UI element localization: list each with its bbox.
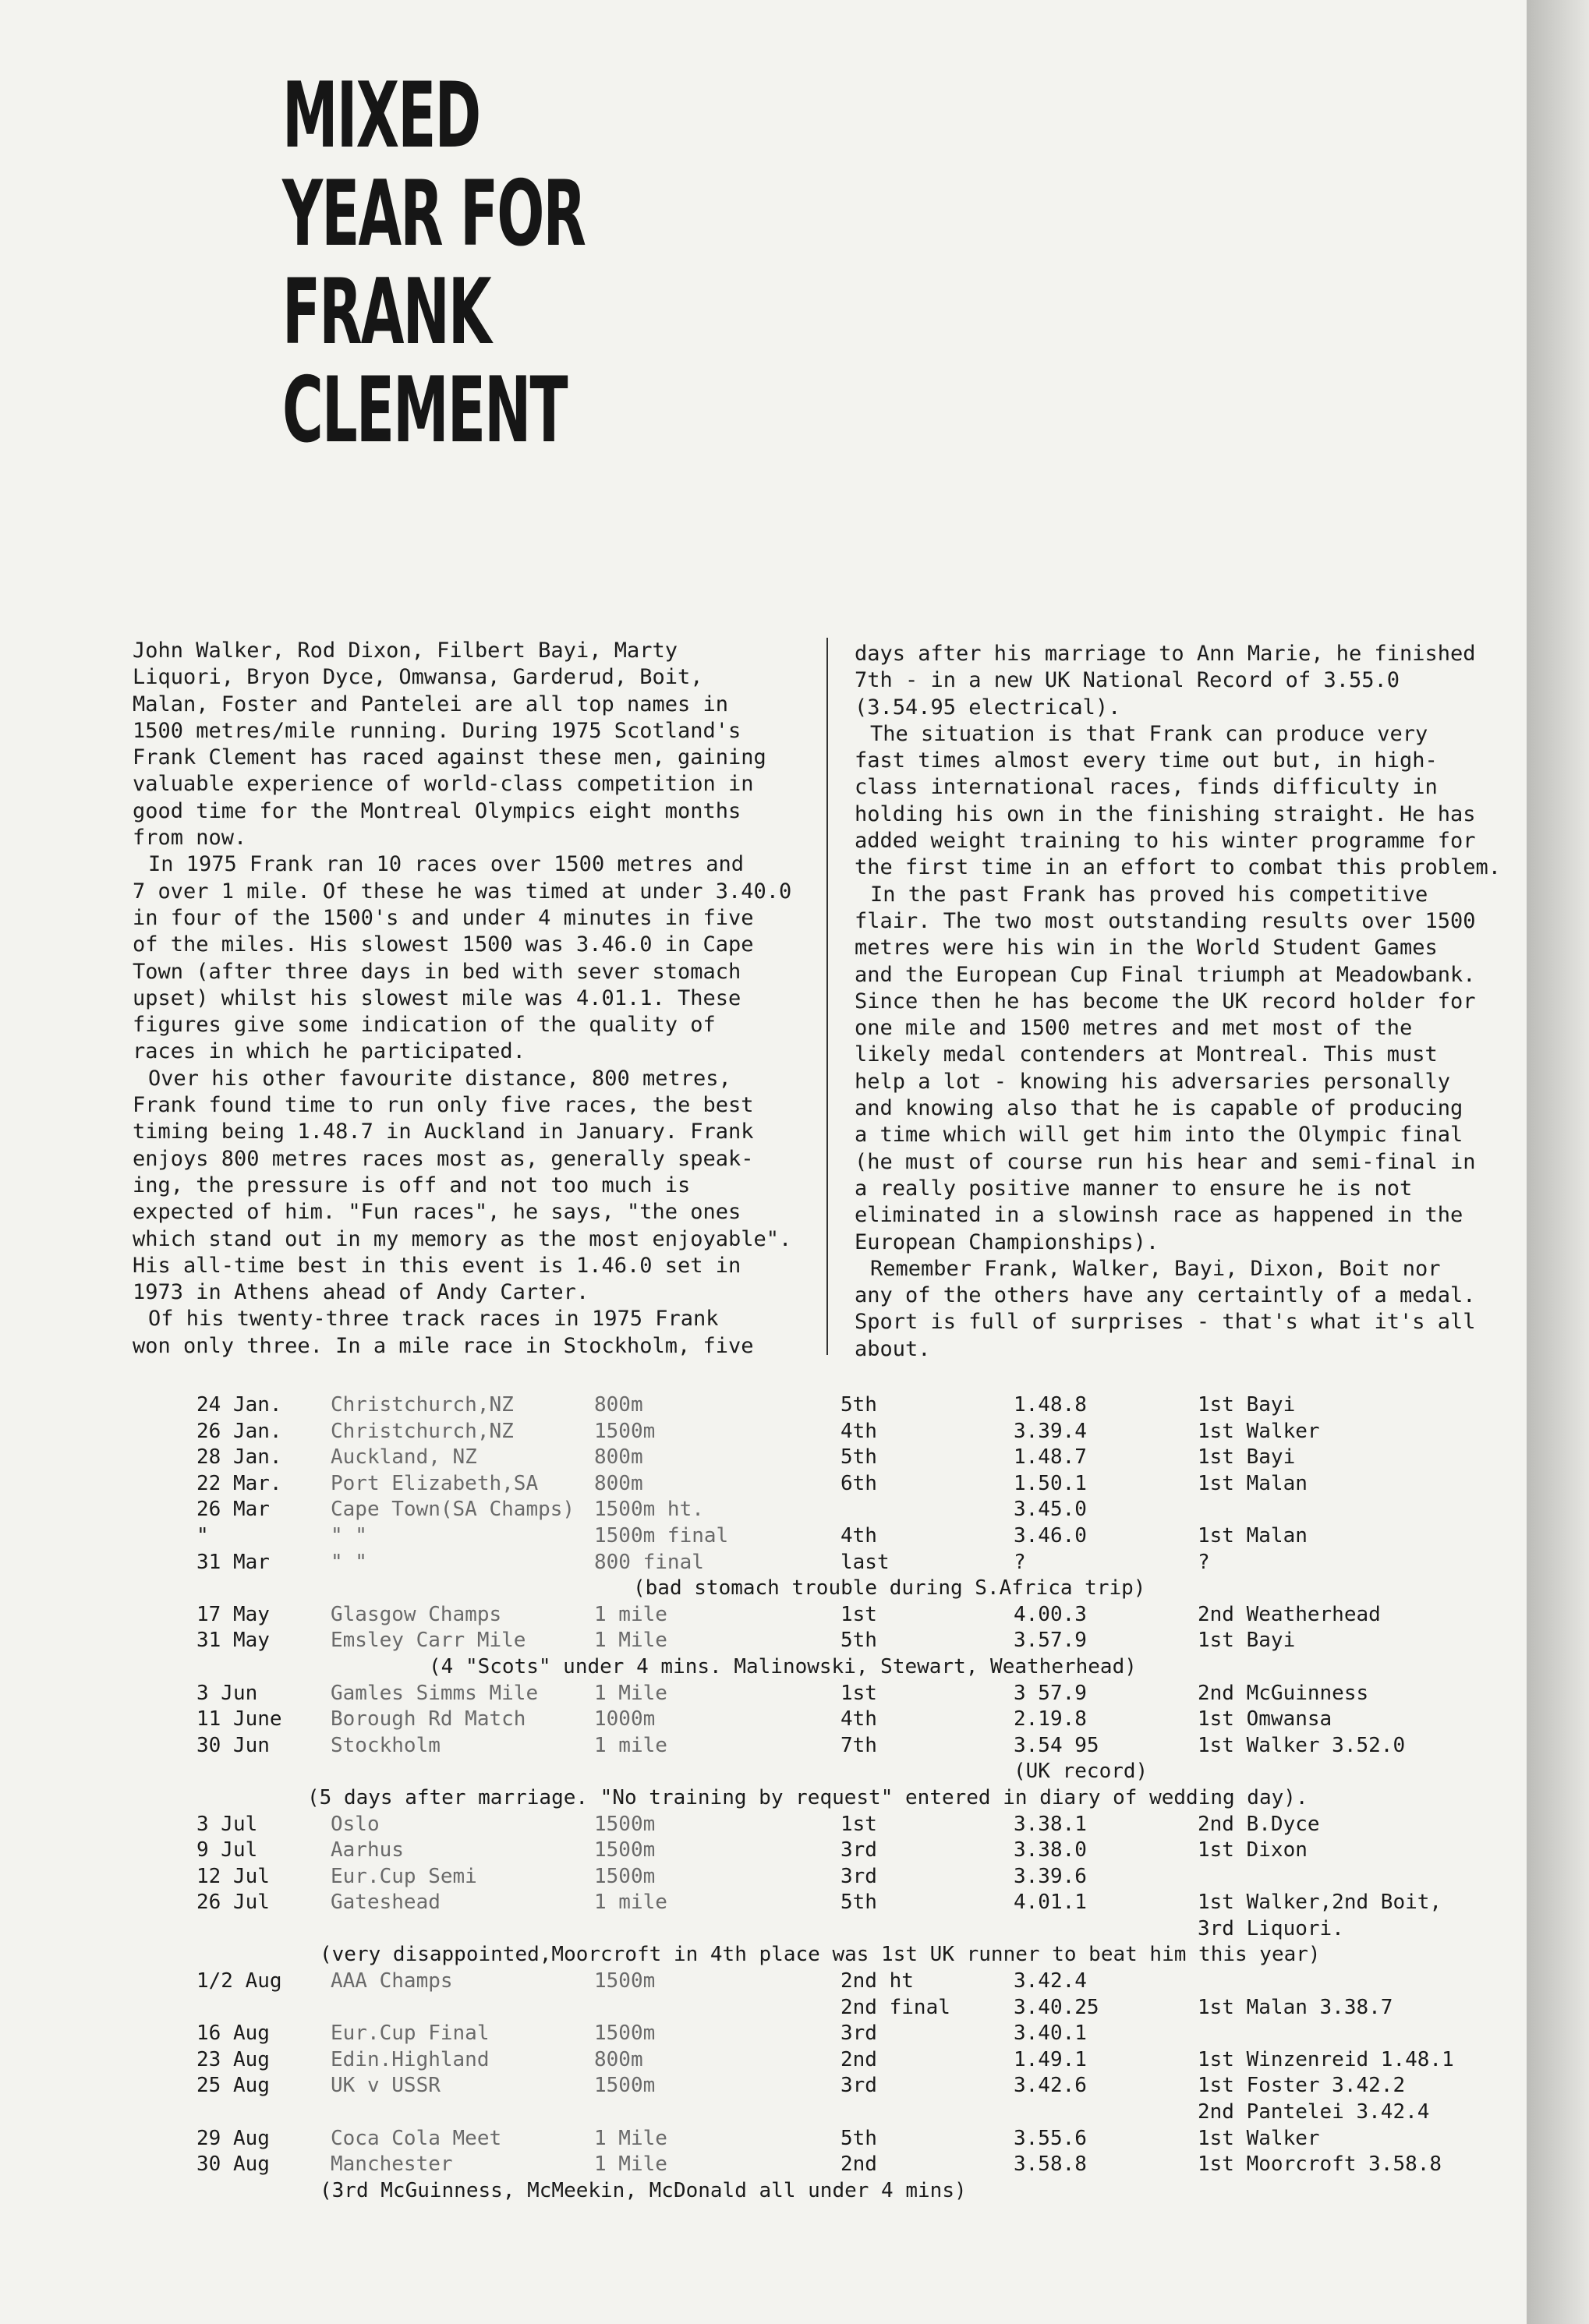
result-time: 4.01.1 [1014,1891,1087,1915]
result-winner: 1st Malan [1198,1523,1308,1548]
result-distance: 1 Mile [594,2152,667,2177]
results-note [0,1576,1527,1602]
table-row [0,1812,1527,1838]
table-row [0,1445,1527,1471]
article-paragraph: John Walker, Rod Dixon, Filbert Bayi, Marty Liquori, Bryon Dyce, Omwansa, Garderud, Boit, Malan, Foster and Pantelei are all top names in 1500 metres/mile running. During 1975 Scotland's Frank Clement has raced against these men, gaining valuable experience of world-class competition in good time for the Montreal Olympics eight months from now. [133,638,766,851]
note-text: 2nd Pantelei 3.42.4 [1198,2100,1430,2124]
article-paragraph: In 1975 Frank ran 10 races over 1500 metres and 7 over 1 mile. Of these he was timed at under 3.40.0 in four of the 1500's and under 4 minutes in five of the miles. His slowest 1500 was 3.46.0 in Cape Town (after three days in bed with sever stomach upset) whilst his slowest mile was 4.01.1. These figures give some indication of the quality of races in which he participated. [133,852,792,1064]
headline-line: MIXED [282,63,480,168]
result-venue: Manchester [331,2152,453,2177]
result-date: 31 May [196,1629,270,1653]
note-text: (5 days after marriage. "No training by request" entered in diary of wedding day). [307,1785,1308,1809]
result-date: 1/2 Aug [196,1969,282,1993]
results-note [0,2178,1527,2205]
result-distance: 1 mile [594,1733,667,1757]
result-place: 5th [841,2126,877,2150]
article-paragraph: Remember Frank, Walker, Bayi, Dixon, Boit nor any of the others have any certaintly of a medal. Sport is full of surprises - that's what it's all about. [855,1256,1476,1361]
result-winner: 1st Malan 3.38.7 [1198,1995,1393,2019]
headline [282,63,586,463]
result-time: 1.49.1 [1014,2047,1087,2071]
results-note [0,1785,1527,1812]
column-divider [826,638,828,1355]
result-venue: Eur.Cup Semi [331,1864,477,1888]
result-date: 26 Jul [196,1891,270,1915]
results-note [0,1654,1527,1681]
result-date: " [196,1523,209,1548]
result-date: 11 June [196,1707,282,1732]
result-venue: Christchurch,NZ [331,1419,514,1443]
result-date: 12 Jul [196,1864,270,1888]
result-venue: Christchurch,NZ [331,1393,514,1417]
result-time: 1.48.7 [1014,1445,1087,1470]
result-place: 1st [841,1602,877,1626]
result-winner: 1st Walker,2nd Boit, [1198,1891,1442,1915]
article-paragraph: Over his other favourite distance, 800 metres, Frank found time to run only five races, the best timing being 1.48.7 in Auckland in January. Frank enjoys 800 metres races most as, generally speak- ing, the pressure is off and not too much is expected of him. "Fun races", he says, "the ones which stand out in my memory as the most enjoyable". His all-time best in this event is 1.46.0 set in 1973 in Athens ahead of Andy Carter. [133,1066,792,1305]
result-time: 3.39.4 [1014,1419,1087,1443]
result-time: 3.38.0 [1014,1838,1087,1862]
note-text: (bad stomach trouble during S.Africa trip) [633,1576,1146,1601]
result-distance: 1500m [594,2074,656,2098]
result-time: 3.58.8 [1014,2152,1087,2177]
result-winner: 1st Omwansa [1198,1707,1332,1732]
table-row [0,1707,1527,1733]
result-time: 3.46.0 [1014,1523,1087,1548]
result-place: last [841,1550,890,1574]
result-winner: 1st Bayi [1198,1393,1296,1417]
result-venue: Coca Cola Meet [331,2126,502,2150]
result-winner: 2nd Weatherhead [1198,1602,1381,1626]
result-place: 3rd [841,2022,877,2046]
result-distance: 800m [594,2047,643,2071]
result-place: 3rd [841,1838,877,1862]
headline-line: CLEMENT [282,358,567,463]
table-row [0,1890,1527,1916]
result-place: 5th [841,1891,877,1915]
result-winner: 1st Bayi [1198,1629,1296,1653]
result-time: 4.00.3 [1014,1602,1087,1626]
result-date: 22 Mar. [196,1471,282,1495]
result-winner: 1st Walker [1198,2126,1320,2150]
result-distance: 1500m [594,2022,656,2046]
result-winner: 1st Walker [1198,1419,1320,1443]
result-distance: 1 Mile [594,1629,667,1653]
result-venue: " " [331,1523,367,1548]
result-place: 4th [841,1523,877,1548]
results-note [0,2099,1527,2126]
result-place: 1st [841,1681,877,1705]
result-time: 3.57.9 [1014,1629,1087,1653]
result-place: 2nd [841,2152,877,2177]
result-place: 4th [841,1419,877,1443]
result-distance: 1500m [594,1812,656,1836]
note-text: (4 "Scots" under 4 mins. Malinowski, Stewart, Weatherhead) [429,1654,1137,1678]
result-date: 17 May [196,1602,270,1626]
result-distance: 1 mile [594,1891,667,1915]
note-text: (3rd McGuinness, McMeekin, McDonald all under 4 mins) [320,2178,967,2202]
result-winner: 1st Walker 3.52.0 [1198,1733,1406,1757]
result-date: 16 Aug [196,2022,270,2046]
result-date: 28 Jan. [196,1445,282,1470]
result-venue: Glasgow Champs [331,1602,502,1626]
result-distance: 1000m [594,1707,656,1732]
result-date: 26 Jan. [196,1419,282,1443]
headline-line: FRANK [282,260,490,365]
article-right-column [855,641,1548,1363]
result-venue: Oslo [331,1812,380,1836]
result-time: 3.42.4 [1014,1969,1087,1993]
result-venue: AAA Champs [331,1969,453,1993]
result-date: 26 Mar [196,1498,270,1522]
result-venue: Emsley Carr Mile [331,1629,526,1653]
result-winner: ? [1198,1550,1210,1574]
result-distance: 1 Mile [594,1681,667,1705]
result-time: 3.38.1 [1014,1812,1087,1836]
result-date: 31 Mar [196,1550,270,1574]
result-venue: Stockholm [331,1733,441,1757]
table-row [0,1838,1527,1864]
result-place: 1st [841,1812,877,1836]
result-place: 5th [841,1445,877,1470]
result-time: 2.19.8 [1014,1707,1087,1732]
result-distance: 800m [594,1393,643,1417]
headline-line: YEAR FOR [282,161,586,267]
result-place: 2nd [841,2047,877,2071]
table-row [0,2152,1527,2178]
result-date: 23 Aug [196,2047,270,2071]
result-place: 7th [841,1733,877,1757]
result-date: 3 Jul [196,1812,258,1836]
result-date: 24 Jan. [196,1393,282,1417]
result-venue: Cape Town(SA Champs) [331,1498,575,1522]
result-place: 5th [841,1393,877,1417]
table-row [0,1550,1527,1576]
result-venue: " " [331,1550,367,1574]
result-time: 1.48.8 [1014,1393,1087,1417]
result-winner: 2nd McGuinness [1198,1681,1369,1705]
result-winner: 1st Dixon [1198,1838,1308,1862]
result-distance: 800m [594,1471,643,1495]
result-date: 9 Jul [196,1838,258,1862]
result-distance: 1500m [594,1864,656,1888]
result-time: 3.54 95 [1014,1733,1099,1757]
result-venue: Gateshead [331,1891,441,1915]
article-paragraph: days after his marriage to Ann Marie, he finished 7th - in a new UK National Record of 3.55.0 (3.54.95 electrical). [855,642,1476,720]
table-row [0,1602,1527,1629]
result-place: 3rd [841,1864,877,1888]
result-time: 3.40.1 [1014,2022,1087,2046]
note-text: (very disappointed,Moorcroft in 4th place was 1st UK runner to beat him this year) [320,1943,1321,1967]
note-text: 3rd Liquori. [1198,1916,1344,1940]
table-row [0,1628,1527,1654]
table-row [0,2047,1527,2074]
result-distance: 1 mile [594,1602,667,1626]
article-left-column [133,638,826,1360]
table-row [0,1681,1527,1707]
table-row [0,1995,1527,2022]
result-distance: 1500m [594,1838,656,1862]
result-time: 3 57.9 [1014,1681,1087,1705]
result-venue: Borough Rd Match [331,1707,526,1732]
result-winner: 1st Foster 3.42.2 [1198,2074,1406,2098]
result-venue: UK v USSR [331,2074,441,2098]
result-place: 4th [841,1707,877,1732]
result-venue: Aarhus [331,1838,404,1862]
result-place: 2nd final [841,1995,950,2019]
table-row [0,1523,1527,1550]
results-note [0,1759,1527,1785]
results-note [0,1916,1527,1943]
result-time: 3.45.0 [1014,1498,1087,1522]
result-winner: 1st Malan [1198,1471,1308,1495]
article-paragraph: In the past Frank has proved his competitive flair. The two most outstanding results over 1500 metres were his win in the World Student Games and the European Cup Final triumph at Meadowbank. Since then he has become the UK record holder for one mile and 1500 metres and met most of the likely medal contenders at Montreal. This must help a lot - knowing his adversaries personally and knowing also that he is capable of producing a time which will get him into the Olympic final (he must of course run his hear and semi-final in a really positive manner to ensure he is not eliminated in a slowinsh race as happened in the European Championships). [855,882,1476,1254]
results-table [0,1392,1527,2204]
table-row [0,1733,1527,1760]
result-winner: 1st Winzenreid 1.48.1 [1198,2047,1454,2071]
result-date: 3 Jun [196,1681,258,1705]
result-distance: 1500m [594,1419,656,1443]
result-winner: 1st Bayi [1198,1445,1296,1470]
result-time: ? [1014,1550,1026,1574]
table-row [0,1969,1527,1995]
result-date: 29 Aug [196,2126,270,2150]
result-time: 3.39.6 [1014,1864,1087,1888]
result-time: 3.40.25 [1014,1995,1099,2019]
result-distance: 1500m [594,1969,656,1993]
note-text: (UK record) [1014,1760,1148,1784]
article-paragraph: The situation is that Frank can produce very fast times almost every time out but, in high- class international races, finds difficulty in holding his own in the finishing straight. He has added weight training to his winter programme for the first time in an effort to combat this problem. [855,721,1502,880]
result-time: 3.55.6 [1014,2126,1087,2150]
table-row [0,1864,1527,1891]
result-winner: 1st Moorcroft 3.58.8 [1198,2152,1442,2177]
result-distance: 1500m ht. [594,1498,704,1522]
article-paragraph: Of his twenty-three track races in 1975 Frank won only three. In a mile race in Stockholm, five [133,1307,754,1358]
result-date: 30 Jun [196,1733,270,1757]
result-venue: Eur.Cup Final [331,2022,490,2046]
table-row [0,2021,1527,2047]
table-row [0,2073,1527,2099]
result-place: 3rd [841,2074,877,2098]
result-place: 6th [841,1471,877,1495]
table-row [0,1497,1527,1523]
result-place: 5th [841,1629,877,1653]
result-time: 3.42.6 [1014,2074,1087,2098]
result-venue: Edin.Highland [331,2047,490,2071]
result-time: 1.50.1 [1014,1471,1087,1495]
result-venue: Auckland, NZ [331,1445,477,1470]
table-row [0,1392,1527,1419]
result-venue: Port Elizabeth,SA [331,1471,539,1495]
results-note [0,1942,1527,1969]
result-winner: 2nd B.Dyce [1198,1812,1320,1836]
result-distance: 1500m final [594,1523,729,1548]
result-date: 25 Aug [196,2074,270,2098]
table-row [0,1419,1527,1445]
result-venue: Gamles Simms Mile [331,1681,539,1705]
result-date: 30 Aug [196,2152,270,2177]
table-row [0,1471,1527,1498]
result-distance: 800m [594,1445,643,1470]
result-distance: 800 final [594,1550,704,1574]
result-distance: 1 Mile [594,2126,667,2150]
table-row [0,2126,1527,2152]
result-place: 2nd ht [841,1969,914,1993]
